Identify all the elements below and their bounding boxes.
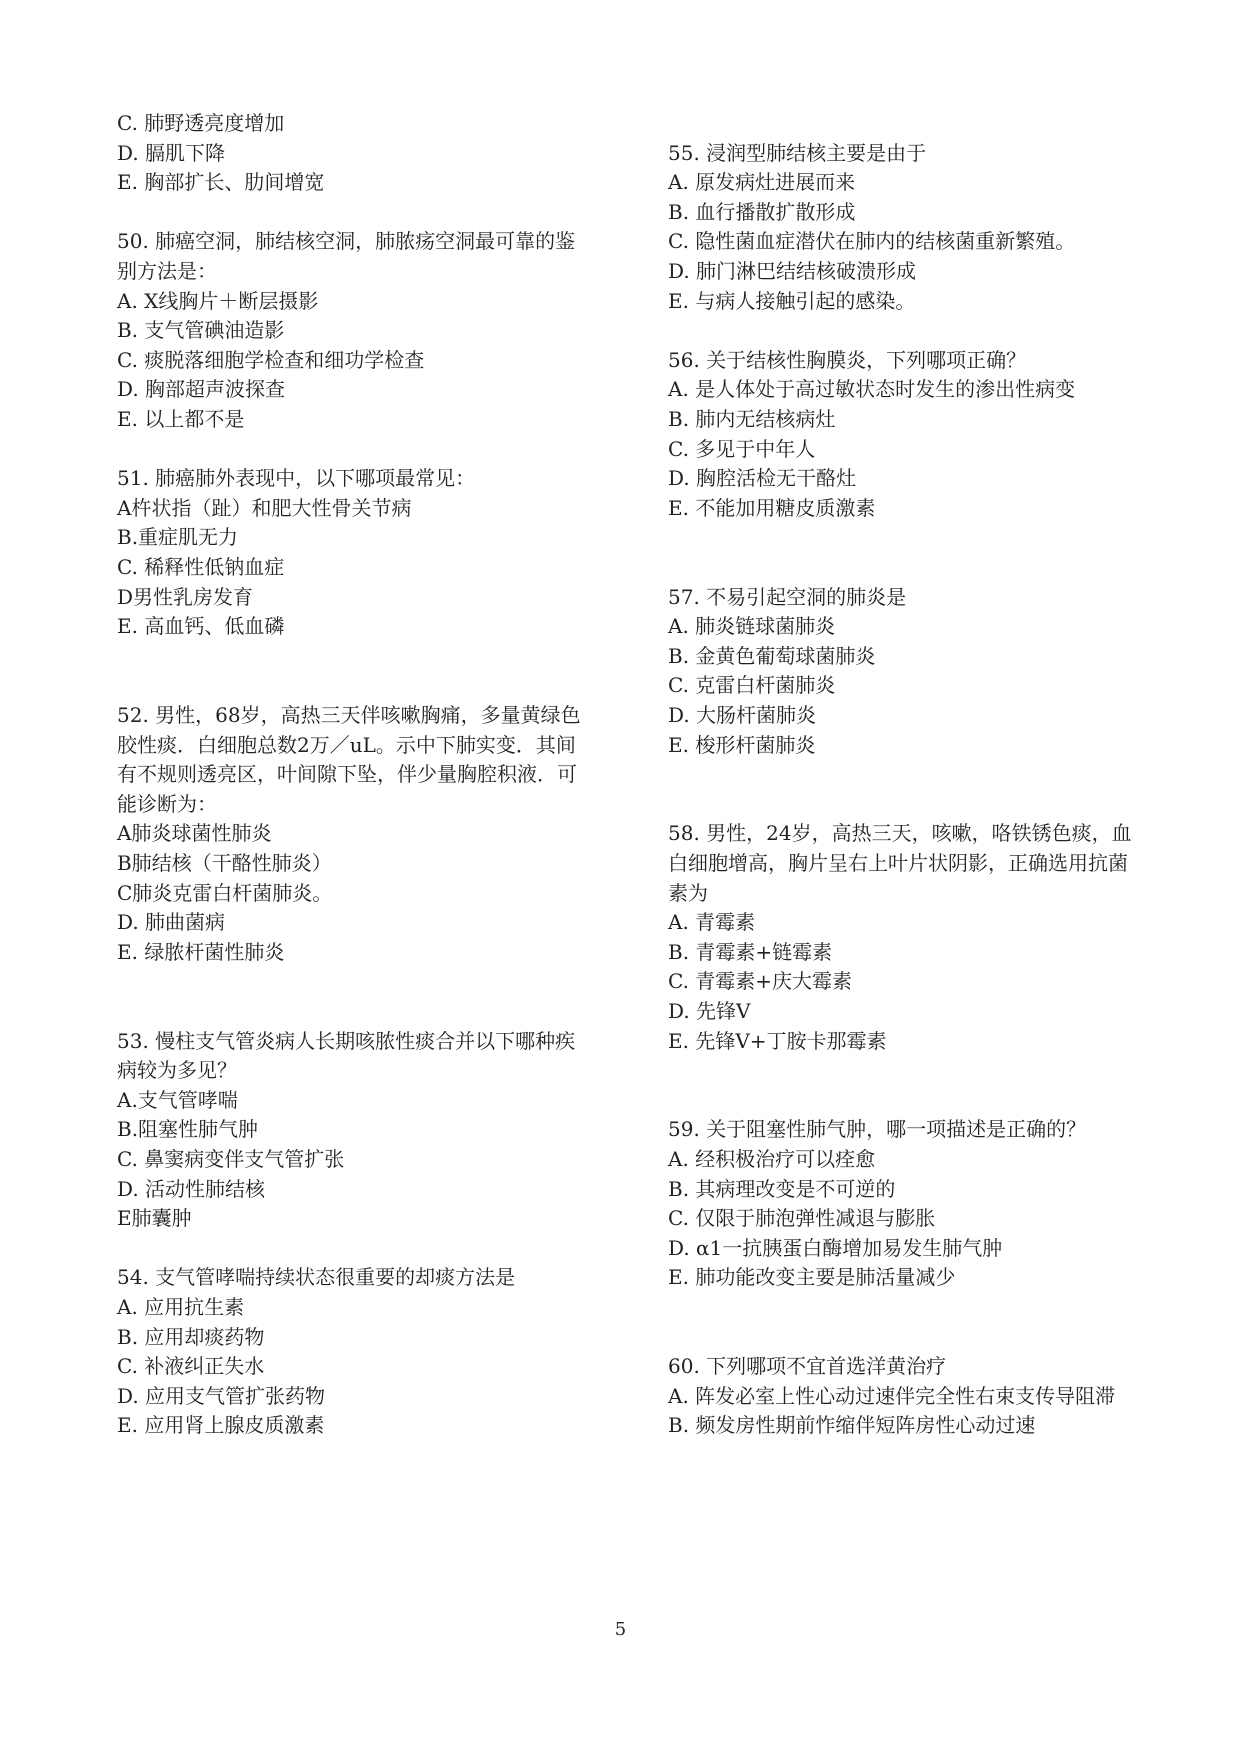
- text-line: C. 稀释性低钠血症: [117, 555, 285, 579]
- text-line: D. α1一抗胰蛋白酶增加易发生肺气肿: [668, 1235, 1003, 1260]
- text-line: E. 胸部扩长、肋间增宽: [117, 170, 325, 195]
- text-line: C. 多见于中年人: [668, 436, 816, 461]
- text-line: D. 先锋V: [668, 999, 751, 1023]
- page-number: 5: [614, 1619, 627, 1640]
- text-line: 56. 关于结核性胸膜炎，下列哪项正确？: [668, 347, 1027, 372]
- text-line: D. 活动性肺结核: [117, 1176, 266, 1201]
- text-line: B. 金黄色葡萄球菌肺炎: [668, 643, 876, 668]
- text-line: D. 膈肌下降: [117, 140, 226, 165]
- text-line: E. 先锋V+丁胺卡那霉素: [668, 1028, 887, 1053]
- text-line: D. 应用支气管扩张药物: [117, 1383, 326, 1408]
- text-line: C. 隐性菌血症潜伏在肺内的结核菌重新繁殖。: [668, 229, 1076, 254]
- text-line: B. 青霉素+链霉素: [668, 939, 833, 964]
- text-line: A. 阵发必室上性心动过速伴完全性右束支传导阻滞: [668, 1383, 1116, 1408]
- text-line: 52. 男性，68岁，高热三天伴咳嗽胸痛，多量黄绿色: [117, 703, 581, 727]
- text-line: 有不规则透亮区，叶间隙下坠，伴少量胸腔积液．可: [117, 762, 577, 787]
- text-line: 58. 男性，24岁，高热三天，咳嗽，咯铁锈色痰，血: [668, 821, 1132, 846]
- text-line: D. 胸部超声波探查: [117, 377, 286, 402]
- text-line: C. 鼻窦病变伴支气管扩张: [117, 1147, 345, 1171]
- text-line: C. 仅限于肺泡弹性减退与膨胀: [668, 1206, 936, 1231]
- text-line: B. 频发房性期前怍缩伴短阵房性心动过速: [668, 1413, 1036, 1438]
- text-line: C. 克雷白杆菌肺炎: [668, 673, 836, 698]
- text-line: 病较为多见？: [117, 1058, 237, 1083]
- text-line: A. 是人体处于高过敏状态时发生的渗出性病变: [668, 377, 1076, 402]
- text-line: C肺炎克雷白杆菌肺炎。: [117, 880, 333, 905]
- text-line: A. 青霉素: [668, 910, 756, 935]
- text-line: A.支气管哮喘: [117, 1087, 238, 1112]
- text-line: 白细胞增高，胸片呈右上叶片状阴影，正确选用抗菌: [668, 851, 1128, 875]
- text-line: 能诊断为：: [117, 791, 217, 816]
- text-line: C. 补液纠正失水: [117, 1354, 265, 1379]
- text-line: B. 血行播散扩散形成: [668, 199, 856, 224]
- text-line: E. 以上都不是: [117, 407, 245, 431]
- text-line: C. 肺野透亮度增加: [117, 111, 285, 135]
- text-line: E. 与病人接触引起的感染。: [668, 288, 916, 313]
- text-line: A. 应用抗生素: [117, 1295, 245, 1319]
- text-line: A杵状指（趾）和肥大性骨关节病: [117, 495, 412, 520]
- text-line: 55. 浸润型肺结核主要是由于: [668, 140, 927, 165]
- text-line: E. 应用肾上腺皮质激素: [117, 1413, 325, 1438]
- text-line: B. 应用却痰药物: [117, 1324, 265, 1349]
- text-line: D. 胸腔活检无干酪灶: [668, 466, 857, 491]
- text-line: D. 大肠杆菌肺炎: [668, 703, 817, 727]
- text-line: B肺结核（干酪性肺炎）: [117, 851, 332, 875]
- text-line: E肺囊肿: [117, 1206, 192, 1231]
- text-line: B. 其病理改变是不可逆的: [668, 1176, 896, 1201]
- text-line: A. 肺炎链球菌肺炎: [668, 614, 836, 639]
- text-line: 60. 下列哪项不宜首选洋黄治疗: [668, 1354, 947, 1379]
- text-line: D. 肺曲菌病: [117, 910, 226, 935]
- text-line: A. X线胸片＋断层摄影: [117, 288, 319, 313]
- text-line: E. 高血钙、低血磷: [117, 614, 285, 639]
- text-line: B. 肺内无结核病灶: [668, 407, 836, 431]
- text-line: 51. 肺癌肺外表现中，以下哪项最常见：: [117, 466, 476, 491]
- text-line: C. 青霉素+庆大霉素: [668, 969, 853, 994]
- text-line: D男性乳房发育: [117, 584, 254, 609]
- text-line: 胶性痰．白细胞总数2万／uL。示中下肺实变．其间: [117, 732, 576, 757]
- text-line: 57. 不易引起空洞的肺炎是: [668, 584, 907, 609]
- text-line: B. 支气管碘油造影: [117, 318, 285, 343]
- text-line: 54. 支气管哮喘持续状态很重要的却痰方法是: [117, 1265, 516, 1290]
- text-line: 50. 肺癌空洞，肺结核空洞，肺脓疡空洞最可靠的鉴: [117, 229, 576, 254]
- text-line: D. 肺门淋巴结结核破溃形成: [668, 259, 917, 283]
- text-line: E. 不能加用糖皮质激素: [668, 495, 876, 520]
- text-line: A. 原发病灶进展而来: [668, 170, 856, 195]
- text-line: A. 经积极治疗可以痊愈: [668, 1147, 876, 1171]
- text-line: E. 绿脓杆菌性肺炎: [117, 939, 285, 964]
- text-line: E. 肺功能改变主要是肺活量减少: [668, 1265, 956, 1290]
- text-line: 别方法是：: [117, 259, 217, 283]
- text-line: 59. 关于阻塞性肺气肿，哪一项描述是正确的？: [668, 1117, 1087, 1142]
- text-line: B.阻塞性肺气肿: [117, 1117, 259, 1142]
- text-line: B.重症肌无力: [117, 525, 239, 550]
- text-line: 素为: [668, 880, 708, 905]
- text-line: E. 梭形杆菌肺炎: [668, 732, 816, 757]
- text-line: 53. 慢柱支气管炎病人长期咳脓性痰合并以下哪种疾: [117, 1028, 576, 1053]
- text-line: A肺炎球菌性肺炎: [117, 821, 272, 846]
- text-line: C. 痰脱落细胞学检查和细功学检查: [117, 347, 425, 372]
